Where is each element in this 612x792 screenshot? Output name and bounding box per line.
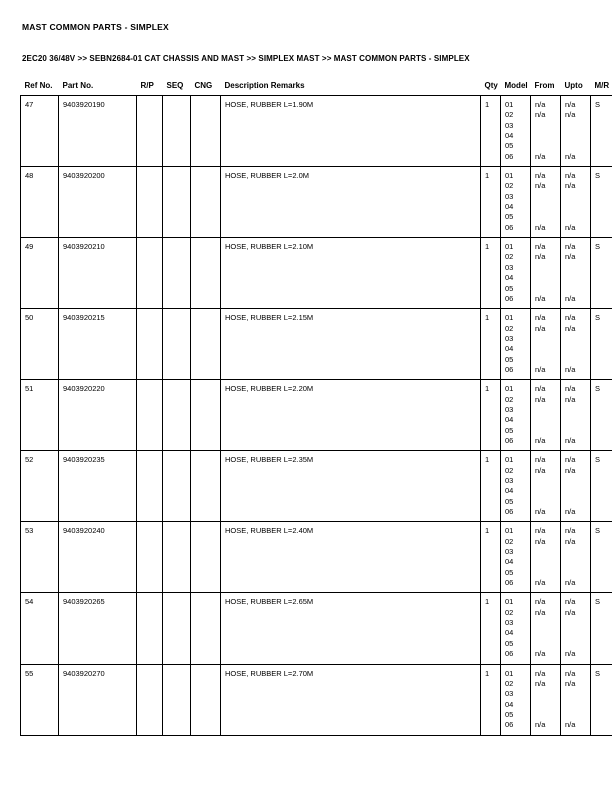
- cell-part-no: 9403920265: [59, 593, 137, 664]
- cell-ref-no: 55: [21, 664, 59, 735]
- column-header-ref: Ref No.: [21, 81, 59, 96]
- cell-from: n/a n/a n/a: [531, 380, 561, 451]
- cell-ref-no: 50: [21, 309, 59, 380]
- cell-qty: 1: [481, 451, 501, 522]
- cell-qty: 1: [481, 96, 501, 167]
- cell-seq: [163, 451, 191, 522]
- cell-ref-no: 52: [21, 451, 59, 522]
- cell-qty: 1: [481, 593, 501, 664]
- cell-description: HOSE, RUBBER L=2.70M: [221, 664, 481, 735]
- cell-upto: n/a n/a n/a: [561, 593, 591, 664]
- cell-cng: [191, 167, 221, 238]
- cell-part-no: 9403920190: [59, 96, 137, 167]
- cell-rp: [137, 380, 163, 451]
- cell-description: HOSE, RUBBER L=2.65M: [221, 593, 481, 664]
- cell-part-no: 9403920200: [59, 167, 137, 238]
- cell-cng: [191, 238, 221, 309]
- cell-mr: S: [591, 664, 612, 735]
- cell-seq: [163, 238, 191, 309]
- cell-qty: 1: [481, 167, 501, 238]
- cell-part-no: 9403920210: [59, 238, 137, 309]
- cell-mr: S: [591, 593, 612, 664]
- cell-ref-no: 53: [21, 522, 59, 593]
- cell-from: n/a n/a n/a: [531, 96, 561, 167]
- cell-mr: S: [591, 522, 612, 593]
- cell-mr: S: [591, 451, 612, 522]
- cell-model: 01 02 03 04 05 06: [501, 380, 531, 451]
- cell-part-no: 9403920220: [59, 380, 137, 451]
- cell-model: 01 02 03 04 05 06: [501, 238, 531, 309]
- cell-seq: [163, 593, 191, 664]
- page-title: MAST COMMON PARTS - SIMPLEX: [22, 22, 169, 32]
- cell-rp: [137, 309, 163, 380]
- cell-description: HOSE, RUBBER L=2.0M: [221, 167, 481, 238]
- table-header: [21, 81, 612, 96]
- cell-mr: S: [591, 167, 612, 238]
- table-row: [21, 380, 612, 451]
- cell-cng: [191, 451, 221, 522]
- column-header-cng: CNG: [191, 81, 221, 96]
- column-header-part: Part No.: [59, 81, 137, 96]
- cell-model: 01 02 03 04 05 06: [501, 522, 531, 593]
- table-row: [21, 238, 612, 309]
- cell-from: n/a n/a n/a: [531, 522, 561, 593]
- cell-qty: 1: [481, 309, 501, 380]
- cell-model: 01 02 03 04 05 06: [501, 593, 531, 664]
- cell-model: 01 02 03 04 05 06: [501, 96, 531, 167]
- cell-rp: [137, 96, 163, 167]
- cell-cng: [191, 380, 221, 451]
- cell-cng: [191, 309, 221, 380]
- cell-description: HOSE, RUBBER L=2.35M: [221, 451, 481, 522]
- cell-model: 01 02 03 04 05 06: [501, 451, 531, 522]
- cell-seq: [163, 309, 191, 380]
- cell-from: n/a n/a n/a: [531, 309, 561, 380]
- cell-upto: n/a n/a n/a: [561, 451, 591, 522]
- cell-description: HOSE, RUBBER L=1.90M: [221, 96, 481, 167]
- cell-part-no: 9403920215: [59, 309, 137, 380]
- cell-seq: [163, 380, 191, 451]
- column-header-description: Description Remarks: [221, 81, 481, 96]
- cell-description: HOSE, RUBBER L=2.10M: [221, 238, 481, 309]
- cell-upto: n/a n/a n/a: [561, 380, 591, 451]
- cell-cng: [191, 522, 221, 593]
- cell-mr: S: [591, 96, 612, 167]
- cell-qty: 1: [481, 380, 501, 451]
- cell-upto: n/a n/a n/a: [561, 96, 591, 167]
- cell-from: n/a n/a n/a: [531, 664, 561, 735]
- cell-description: HOSE, RUBBER L=2.40M: [221, 522, 481, 593]
- cell-from: n/a n/a n/a: [531, 451, 561, 522]
- cell-description: HOSE, RUBBER L=2.15M: [221, 309, 481, 380]
- cell-seq: [163, 96, 191, 167]
- cell-upto: n/a n/a n/a: [561, 664, 591, 735]
- table-row: [21, 522, 612, 593]
- cell-qty: 1: [481, 522, 501, 593]
- cell-qty: 1: [481, 238, 501, 309]
- breadcrumb: 2EC20 36/48V >> SEBN2684-01 CAT CHASSIS AND MAST >> SIMPLEX MAST >> MAST COMMON PARTS - SIMPLEX: [22, 54, 470, 63]
- cell-seq: [163, 664, 191, 735]
- table-row: [21, 451, 612, 522]
- table-row: [21, 167, 612, 238]
- cell-rp: [137, 451, 163, 522]
- cell-upto: n/a n/a n/a: [561, 522, 591, 593]
- cell-rp: [137, 593, 163, 664]
- cell-cng: [191, 96, 221, 167]
- cell-from: n/a n/a n/a: [531, 167, 561, 238]
- cell-model: 01 02 03 04 05 06: [501, 309, 531, 380]
- cell-cng: [191, 593, 221, 664]
- cell-ref-no: 49: [21, 238, 59, 309]
- cell-mr: S: [591, 238, 612, 309]
- cell-rp: [137, 522, 163, 593]
- cell-cng: [191, 664, 221, 735]
- cell-mr: S: [591, 380, 612, 451]
- table-row: [21, 309, 612, 380]
- column-header-rp: R/P: [137, 81, 163, 96]
- column-header-seq: SEQ: [163, 81, 191, 96]
- cell-mr: S: [591, 309, 612, 380]
- column-header-from: From: [531, 81, 561, 96]
- cell-seq: [163, 522, 191, 593]
- cell-qty: 1: [481, 664, 501, 735]
- cell-ref-no: 54: [21, 593, 59, 664]
- cell-model: 01 02 03 04 05 06: [501, 664, 531, 735]
- cell-rp: [137, 238, 163, 309]
- cell-description: HOSE, RUBBER L=2.20M: [221, 380, 481, 451]
- column-header-upto: Upto: [561, 81, 591, 96]
- cell-upto: n/a n/a n/a: [561, 167, 591, 238]
- cell-from: n/a n/a n/a: [531, 593, 561, 664]
- cell-ref-no: 48: [21, 167, 59, 238]
- column-header-model: Model: [501, 81, 531, 96]
- cell-upto: n/a n/a n/a: [561, 309, 591, 380]
- cell-part-no: 9403920240: [59, 522, 137, 593]
- parts-table: [20, 81, 612, 736]
- cell-part-no: 9403920270: [59, 664, 137, 735]
- cell-part-no: 9403920235: [59, 451, 137, 522]
- cell-rp: [137, 664, 163, 735]
- column-header-mr: M/R: [591, 81, 612, 96]
- cell-ref-no: 47: [21, 96, 59, 167]
- cell-rp: [137, 167, 163, 238]
- cell-ref-no: 51: [21, 380, 59, 451]
- table-row: [21, 664, 612, 735]
- cell-upto: n/a n/a n/a: [561, 238, 591, 309]
- cell-from: n/a n/a n/a: [531, 238, 561, 309]
- cell-seq: [163, 167, 191, 238]
- cell-model: 01 02 03 04 05 06: [501, 167, 531, 238]
- table-body: [21, 96, 612, 736]
- column-header-qty: Qty: [481, 81, 501, 96]
- table-row: [21, 96, 612, 167]
- table-row: [21, 593, 612, 664]
